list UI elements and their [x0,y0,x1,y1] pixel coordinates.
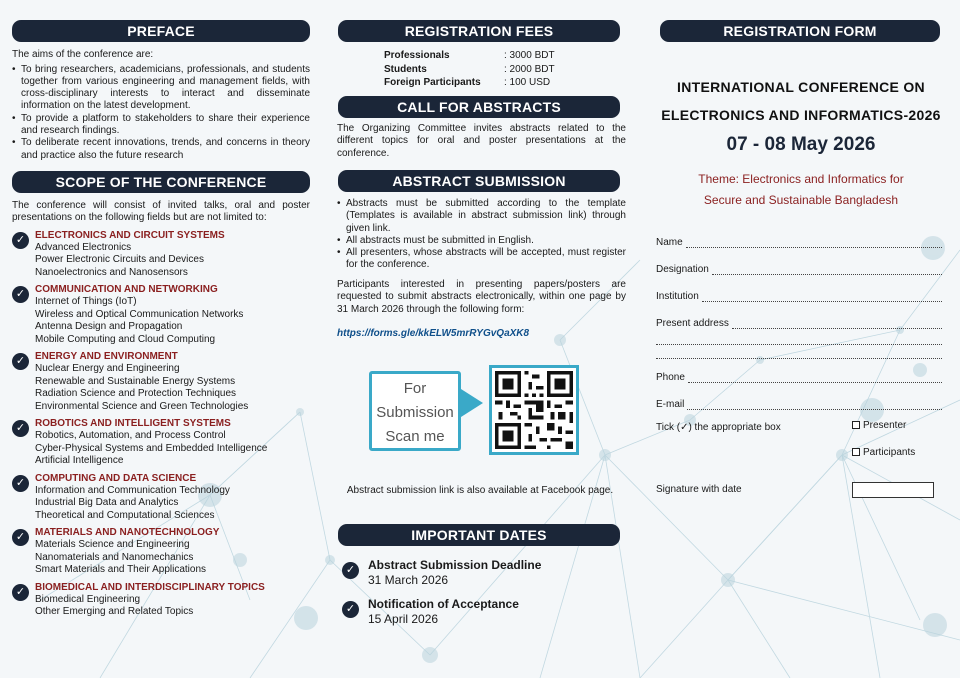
fee-label: Professionals [384,50,450,61]
topic-item: Robotics, Automation, and Process Control [35,430,226,442]
topic-item: Smart Materials and Their Applications [35,564,207,576]
topic-title: COMMUNICATION AND NETWORKING [35,284,218,296]
topic-title: MATERIALS AND NANOTECHNOLOGY [35,527,220,539]
topic-item: Mobile Computing and Cloud Computing [35,333,216,345]
submission-rule: • All abstracts must be submitted in English. [337,235,626,247]
right-panel [656,0,946,504]
topic-item: Materials Science and Engineering [35,539,190,551]
phone-label: Phone [656,372,685,383]
institution-field[interactable] [656,277,942,304]
checkmark-icon: ✓ [12,584,29,601]
presenter-option[interactable] [852,420,906,431]
topic-item: Cyber-Physical Systems and Embedded Intelligence [35,442,268,454]
scope-topic [12,351,310,413]
address-field[interactable] [656,304,942,331]
scope-topic [12,284,310,346]
preface-header: PREFACE [12,20,310,42]
date-item [334,558,626,588]
topic-item: Wireless and Optical Communication Networks [35,308,244,320]
signature-label: Signature with date [656,484,742,495]
fee-value: : 2000 BDT [504,63,555,75]
address-label: Present address [656,318,729,329]
fee-label: Foreign Participants [384,77,481,88]
date-title: Abstract Submission Deadline [368,557,542,572]
topic-item: Industrial Big Data and Analytics [35,497,179,509]
middle-panel [334,0,626,627]
signature-box[interactable] [852,482,934,498]
conference-title [656,73,946,129]
conference-dates: 07 - 08 May 2026 [726,134,876,155]
email-field[interactable] [656,385,942,412]
checkmark-icon: ✓ [12,353,29,370]
topic-title: ENERGY AND ENVIRONMENT [35,351,178,363]
preface-aim: • To provide a platform to stakeholders to share their experience and research findings. [12,113,310,138]
date-item [334,597,626,627]
topic-item: Information and Communication Technology [35,484,230,496]
fee-row [382,76,557,90]
scope-topic [12,230,310,280]
call-text: The Organizing Committee invites abstracts related to the different topics for oral and poster presentations at the conference. [337,122,626,159]
designation-input-line[interactable] [712,266,942,275]
topic-title: COMPUTING AND DATA SCIENCE [35,472,197,484]
fee-label: Students [384,63,427,75]
preface-aims-list [12,64,310,162]
name-label: Name [656,237,683,248]
scan-me-box [369,371,461,451]
checkmark-icon: ✓ [12,475,29,492]
call-header: CALL FOR ABSTRACTS [338,96,620,118]
qr-section [334,365,626,461]
tick-instruction: Tick (✓) the appropriate box [656,422,781,433]
topic-item: Nuclear Energy and Engineering [35,363,180,375]
email-label: E-mail [656,399,685,410]
submission-link[interactable]: https://forms.gle/kkELW5mrRYGvQaXK8 [337,328,530,340]
fees-table [382,49,557,90]
conference-title-line: INTERNATIONAL CONFERENCE ON [677,79,925,95]
submission-rule: • Abstracts must be submitted according to the template (Templates is available in abstract submission link) through given link. [337,198,626,235]
checkmark-icon: ✓ [12,420,29,437]
name-input-line[interactable] [686,239,942,248]
name-field[interactable] [656,223,942,250]
qr-code[interactable] [489,365,579,455]
scope-header: SCOPE OF THE CONFERENCE [12,171,310,193]
topic-item: Theoretical and Computational Sciences [35,509,215,521]
topic-item: Environmental Science and Green Technologies [35,400,249,412]
preface-aim: • To deliberate recent innovations, trends, and concerns in theory and practice also the future research [12,137,310,162]
topic-title: BIOMEDICAL AND INTERDISCIPLINARY TOPICS [35,581,265,593]
theme-line: Secure and Sustainable Bangladesh [703,193,899,207]
submission-header: ABSTRACT SUBMISSION [338,170,620,192]
topic-item: Advanced Electronics [35,241,132,253]
submission-rule: • All presenters, whose abstracts will be accepted, must register for the conference. [337,247,626,272]
checkmark-icon: ✓ [12,286,29,303]
facebook-note: Abstract submission link is also available at Facebook page. [346,485,614,497]
submission-instructions: Participants interested in presenting papers/posters are requested to submit abstracts electronically, within one page by 31 March 2026 through the following form: [337,278,626,315]
fee-row [382,63,557,77]
scope-topic [12,582,310,619]
address-input-line-3[interactable] [656,345,942,359]
fee-value: : 100 USD [504,77,551,88]
email-input-line[interactable] [687,401,942,410]
topic-item: Internet of Things (IoT) [35,296,137,308]
topic-item: Artificial Intelligence [35,455,124,467]
topic-title: ROBOTICS AND INTELLIGENT SYSTEMS [35,418,231,430]
role-selection [656,420,942,480]
phone-field[interactable] [656,359,942,385]
topic-item: Power Electronic Circuits and Devices [35,254,204,266]
signature-row [656,484,942,504]
participants-label: Participants [863,447,916,458]
topic-item: Renewable and Sustainable Energy Systems [35,375,236,387]
participants-option[interactable] [852,447,915,458]
presenter-checkbox[interactable] [852,421,860,429]
designation-field[interactable] [656,250,942,277]
scan-text: Submission [376,404,454,422]
scope-intro: The conference will consist of invited talks, oral and poster presentations on the following fields but are not limited to: [12,199,310,224]
checkmark-icon: ✓ [12,232,29,249]
presenter-label: Presenter [863,420,907,431]
topic-item: Other Emerging and Related Topics [35,606,194,618]
designation-label: Designation [656,264,709,275]
topic-item: Radiation Science and Protection Techniques [35,388,237,400]
fee-row [382,49,557,63]
preface-aim: • To bring researchers, academicians, professionals, and students together from various engineering and management fields, with cross-disciplinary interests to interact and disseminate information on the latest development. [12,64,310,113]
scope-topic [12,418,310,468]
checkmark-icon: ✓ [342,601,359,618]
topic-item: Antenna Design and Propagation [35,321,183,333]
arrow-icon [461,389,483,417]
checkmark-icon: ✓ [342,562,359,579]
theme-line: Theme: Electronics and Informatics for [698,172,904,186]
date-title: Notification of Acceptance [368,596,519,611]
fees-header: REGISTRATION FEES [338,20,620,42]
submission-rules [334,198,626,272]
scope-topic [12,527,310,577]
registration-header: REGISTRATION FORM [660,20,940,42]
qr-code-icon [495,371,573,449]
institution-input-line[interactable] [702,293,942,302]
topic-item: Biomedical Engineering [35,593,141,605]
scan-text: For [403,380,427,398]
scan-text: Scan me [385,428,445,446]
dates-header: IMPORTANT DATES [338,524,620,546]
participants-checkbox[interactable] [852,448,860,456]
institution-label: Institution [656,291,699,302]
fee-value: : 3000 BDT [504,50,555,61]
address-input-line[interactable] [732,320,942,329]
topic-item: Nanoelectronics and Nanosensors [35,266,188,278]
topic-item: Nanomaterials and Nanomechanics [35,551,194,563]
checkmark-icon: ✓ [12,529,29,546]
left-panel [12,0,310,619]
registration-form [656,223,946,504]
conference-theme [656,169,946,211]
topic-title: ELECTRONICS AND CIRCUIT SYSTEMS [35,229,225,241]
date-value: 31 March 2026 [368,572,449,587]
conference-title-line: ELECTRONICS AND INFORMATICS-2026 [661,107,941,123]
address-input-line-2[interactable] [656,331,942,345]
date-value: 15 April 2026 [368,611,439,626]
preface-intro: The aims of the conference are: [12,49,154,60]
scope-topic [12,473,310,523]
phone-input-line[interactable] [688,374,942,383]
